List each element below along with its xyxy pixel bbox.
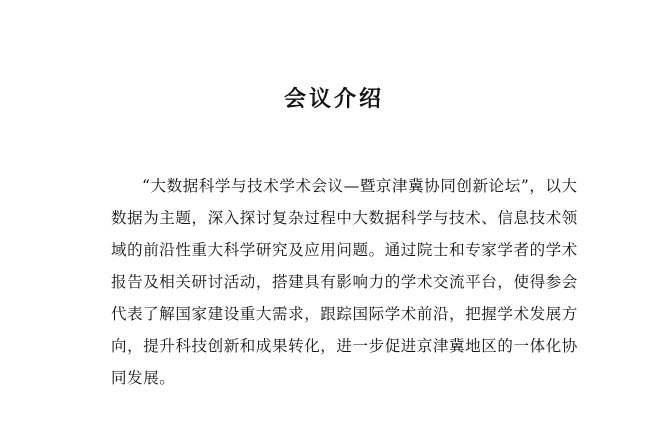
paragraph-line: 数据为主题，深入探讨复杂过程中大数据科学与技术、信息技术领 — [111, 209, 578, 227]
paragraph-line: 向，提升科技创新和成果转化，进一步促进京津冀地区的一体化协 — [111, 337, 578, 355]
paragraph-line: 代表了解国家建设重大需求，跟踪国际学术前沿，把握学术发展方 — [111, 305, 578, 323]
intro-paragraph — [111, 170, 578, 394]
paragraph-line: “大数据科学与技术学术会议—暨京津冀协同创新论坛”，以大 — [142, 177, 578, 195]
paragraph-line: 报告及相关研讨活动，搭建具有影响力的学术交流平台，使得参会 — [111, 273, 578, 291]
paragraph-line: 域的前沿性重大科学研究及应用问题。通过院士和专家学者的学术 — [111, 241, 578, 259]
page-title: 会议介绍 — [283, 86, 384, 112]
paragraph-line: 同发展。 — [111, 369, 176, 387]
